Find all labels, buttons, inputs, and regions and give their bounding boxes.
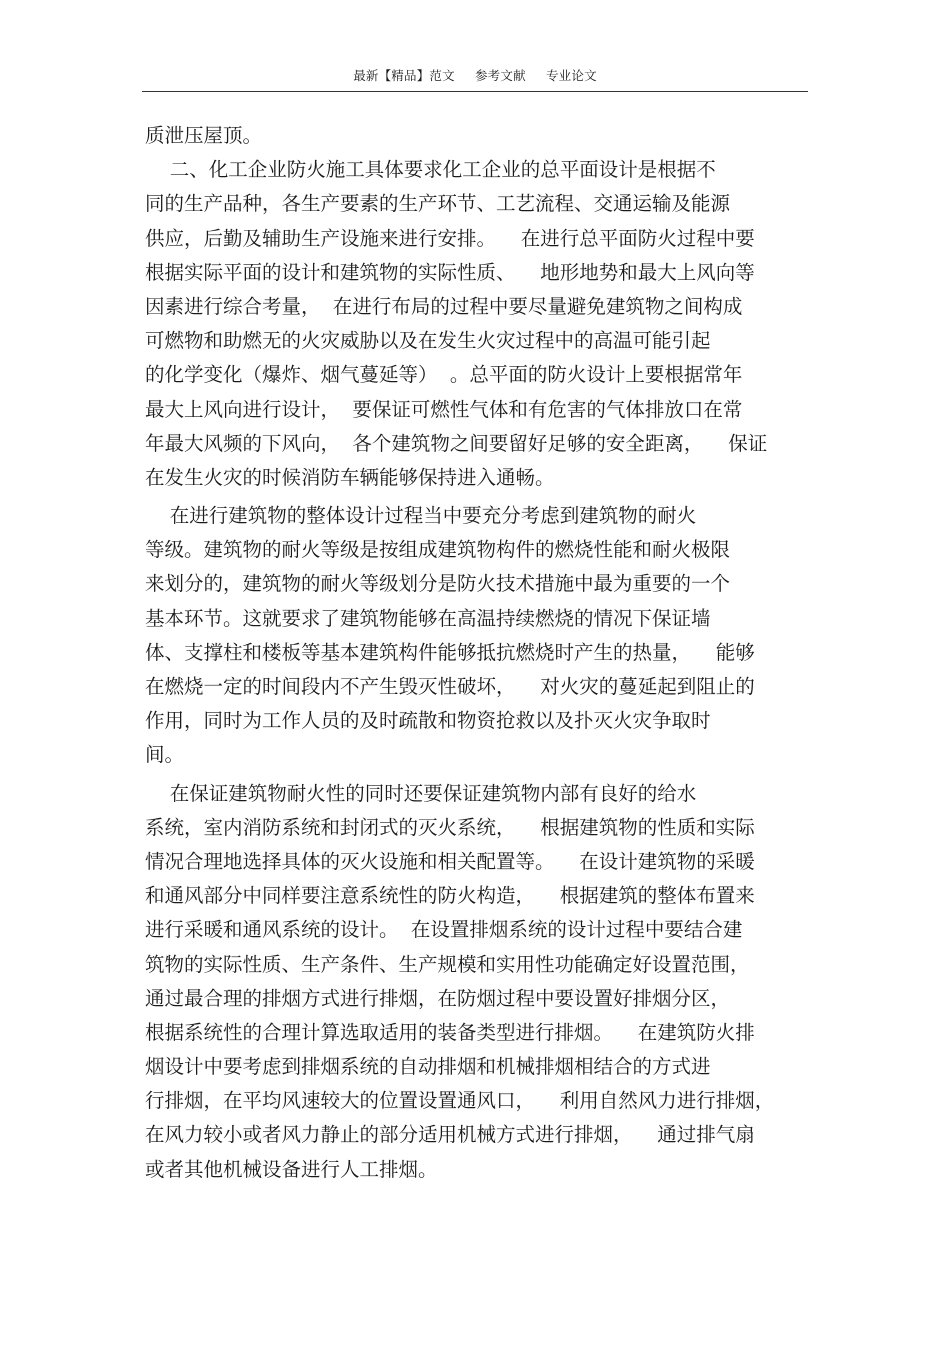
text-line: 年最大风频的下风向， 各个建筑物之间要留好足够的安全距离， 保证 [145, 431, 768, 455]
header-divider [142, 91, 808, 92]
text-line: 通过最合理的排烟方式进行排烟，在防烟过程中要设置好排烟分区， [145, 986, 731, 1010]
text-line: 筑物的实际性质、生产条件、生产规模和实用性功能确定好设置范围， [145, 952, 750, 976]
text-line: 情况合理地选择具体的灭火设施和相关配置等。 在设计建筑物的采暖 [145, 849, 755, 873]
text-line: 在保证建筑物耐火性的同时还要保证建筑物内部有良好的给水 [145, 781, 697, 805]
text-line: 因素进行综合考量， 在进行布局的过程中要尽量避免建筑物之间构成 [145, 294, 743, 318]
text-line: 供应，后勤及辅助生产设施来进行安排。 在进行总平面防火过程中要 [145, 226, 755, 250]
text-line: 根据实际平面的设计和建筑物的实际性质、 地形地势和最大上风向等 [145, 260, 755, 284]
text-line: 可燃物和助燃无的火灾威胁以及在发生火灾过程中的高温可能引起 [145, 329, 711, 353]
text-line: 作用，同时为工作人员的及时疏散和物资抢救以及扑灭火灾争取时 [145, 709, 711, 733]
text-line: 二、化工企业防火施工具体要求化工企业的总平面设计是根据不 [145, 158, 716, 182]
text-line: 在燃烧一定的时间段内不产生毁灭性破坏， 对火灾的蔓延起到阻止的 [145, 675, 755, 698]
text-line: 最大上风向进行设计， 要保证可燃性气体和有危害的气体排放口在常 [145, 397, 743, 421]
text-line: 进行采暖和通风系统的设计。 在设置排烟系统的设计过程中要结合建 [145, 918, 743, 942]
text-line: 在风力较小或者风力静止的部分适用机械方式进行排烟， 通过排气扇 [145, 1123, 755, 1147]
text-line: 行排烟，在平均风速较大的位置设置通风口， 利用自然风力进行排烟， [145, 1089, 775, 1113]
text-line: 质泄压屋顶。 [145, 124, 263, 147]
text-line: 在发生火灾的时候消防车辆能够保持进入通畅。 [145, 465, 555, 489]
text-line: 的化学变化（爆炸、烟气蔓延等） 。总平面的防火设计上要根据常年 [145, 363, 743, 387]
text-line: 根据系统性的合理计算选取适用的装备类型进行排烟。 在建筑防火排 [145, 1020, 755, 1044]
text-line: 同的生产品种，各生产要素的生产环节、工艺流程、交通运输及能源 [145, 192, 731, 216]
text-line: 系统，室内消防系统和封闭式的灭火系统， 根据建筑物的性质和实际 [145, 815, 755, 839]
header-references: 参考文献 [474, 68, 526, 83]
text-line: 来划分的，建筑物的耐火等级划分是防火技术措施中最为重要的一个 [145, 572, 731, 596]
text-line: 和通风部分中同样要注意系统性的防火构造， 根据建筑的整体布置来 [145, 884, 755, 908]
text-line: 间。 [145, 743, 185, 767]
text-line: 或者其他机械设备进行人工排烟。 [145, 1157, 438, 1181]
page-header [142, 66, 808, 86]
text-line: 体、支撑柱和楼板等基本建筑构件能够抵抗燃烧时产生的热量， 能够 [145, 640, 755, 664]
text-line: 基本环节。这就要求了建筑物能够在高温持续燃烧的情况下保证墙 [145, 606, 711, 630]
text-line: 烟设计中要考虑到排烟系统的自动排烟和机械排烟相结合的方式进 [145, 1055, 711, 1079]
text-line: 在进行建筑物的整体设计过程当中要充分考虑到建筑物的耐火 [145, 504, 697, 528]
document-body [145, 119, 817, 1187]
header-professional-papers: 专业论文 [545, 68, 597, 83]
header-latest-essays: 最新【精品】范文 [353, 68, 455, 83]
text-line: 等级。建筑物的耐火等级是按组成建筑物构件的燃烧性能和耐火极限 [145, 538, 731, 562]
